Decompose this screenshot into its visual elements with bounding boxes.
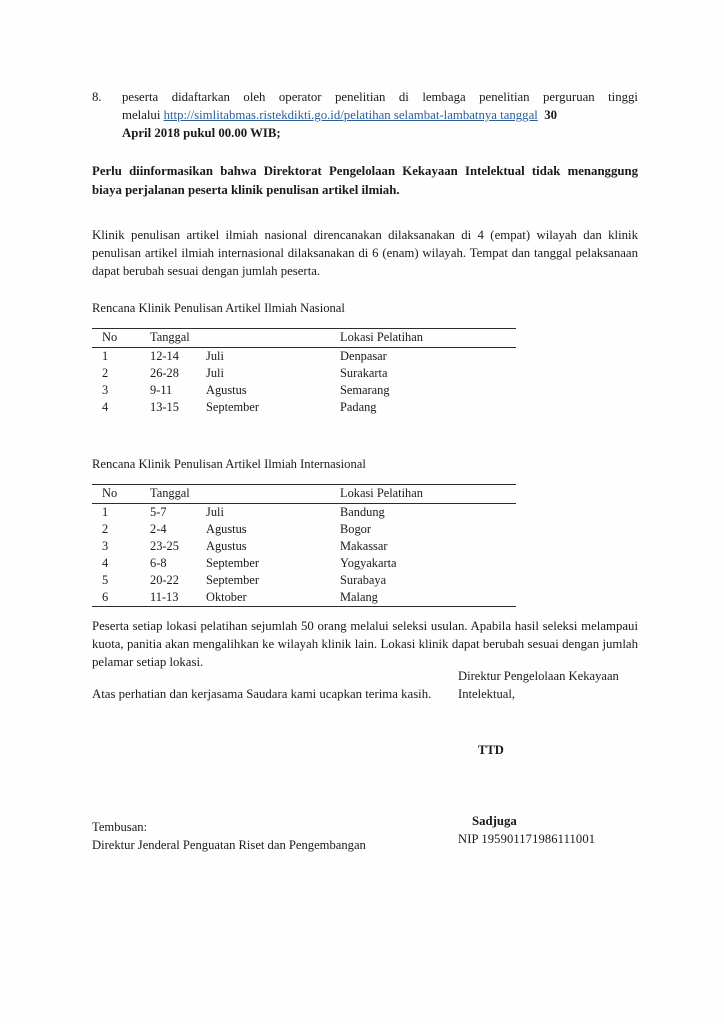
table-international (92, 484, 516, 607)
cell-lokasi: Yogyakarta (340, 555, 397, 570)
table-row (92, 572, 516, 589)
cell-lokasi: Semarang (340, 382, 390, 397)
column-header-spacer (206, 484, 340, 503)
cell-tanggal: 20-22 (150, 572, 179, 587)
intro-paragraph: Klinik penulisan artikel ilmiah nasional direncanakan dilaksanakan di 4 (empat) wilayah dan klinik penulisan artikel ilmiah internasional dilaksanakan di 6 (enam) wilayah. Tempat dan tanggal pelaksanaan dapat berubah sesuai dengan jumlah peserta. (92, 227, 638, 279)
table-national (92, 328, 516, 416)
cell-bulan: Agustus (206, 521, 247, 536)
cell-no: 2 (102, 365, 109, 380)
cell-tanggal: 11-13 (150, 589, 206, 607)
cell-no: 5 (102, 572, 109, 587)
cell-lokasi: Makassar (340, 538, 388, 553)
cell-tanggal: 9-11 (150, 382, 173, 397)
table-international-head (92, 484, 516, 503)
cell-lokasi: Bogor (340, 521, 371, 536)
list-item-body (122, 88, 638, 142)
document-body (92, 88, 638, 703)
table-national-head (92, 328, 516, 347)
signatory-nip: NIP 195901171986111001 (458, 831, 596, 846)
deadline-day: 30 (544, 108, 558, 123)
cell-tanggal: 2-4 (150, 521, 167, 536)
table-national-caption: Rencana Klinik Penulisan Artikel Ilmiah Nasional (92, 301, 345, 316)
tembusan-block (92, 818, 366, 855)
closing-paragraph: Atas perhatian dan kerjasama Saudara kami ucapkan terima kasih. (92, 687, 432, 701)
table-row (92, 521, 516, 538)
table-header-row (92, 484, 516, 503)
table-row (92, 589, 516, 607)
list-item-line-1: peserta didaftarkan oleh operator penelitian di lembaga penelitian perguruan tinggi (122, 90, 638, 104)
signature-block (458, 668, 688, 849)
quota-paragraph: Peserta setiap lokasi pelatihan sejumlah 50 orang melalui seleksi usulan. Apabila hasil seleksi melampaui kuota, panitia akan mengalihkan ke wilayah klinik lain. Lokasi klinik dapat berubah sesuai dengan jumlah pelamar setiap lokasi. (92, 618, 638, 669)
cell-no: 1 (102, 348, 109, 363)
table-header-row (92, 328, 516, 347)
cell-bulan: September (206, 399, 259, 414)
column-header-no: No (92, 484, 150, 503)
table-international-body (92, 503, 516, 606)
cell-tanggal: 5-7 (150, 504, 167, 519)
cell-no: 3 (102, 538, 109, 553)
signatory-title-line-2: Intelektual, (458, 686, 515, 701)
column-header-tanggal: Tanggal (150, 328, 206, 347)
cell-bulan: Juli (206, 365, 224, 380)
column-header-spacer (206, 328, 340, 347)
column-header-no: No (92, 328, 150, 347)
table-row (92, 365, 516, 382)
list-item-line-2-prefix: melalui (122, 108, 164, 123)
tembusan-label: Tembusan: (92, 820, 148, 834)
table-row (92, 347, 516, 365)
column-header-tanggal: Tanggal (150, 484, 206, 503)
cell-lokasi: Denpasar (340, 348, 387, 363)
deadline-time: April 2018 pukul 00.00 WIB; (122, 126, 281, 141)
cell-no: 3 (102, 382, 109, 397)
cell-no: 4 (102, 399, 109, 414)
cell-bulan: September (206, 555, 259, 570)
cell-bulan: Agustus (206, 538, 247, 553)
list-item-number: 8. (92, 90, 102, 104)
table-national-body (92, 347, 516, 416)
cell-lokasi: Padang (340, 399, 377, 414)
list-item (92, 88, 638, 142)
cell-bulan: Oktober (206, 589, 340, 607)
table-row (92, 399, 516, 416)
table-row (92, 555, 516, 572)
signatory-title-line-1: Direktur Pengelolaan Kekayaan (458, 669, 619, 683)
table-row (92, 538, 516, 555)
table-international-caption: Rencana Klinik Penulisan Artikel Ilmiah Internasional (92, 456, 366, 471)
cell-tanggal: 6-8 (150, 555, 167, 570)
cell-no: 1 (102, 504, 109, 519)
notice-paragraph: Perlu diinformasikan bahwa Direktorat Pengelolaan Kekayaan Intelektual tidak menanggung biaya perjalanan peserta klinik penulisan artikel ilmiah. (92, 164, 638, 198)
table-row (92, 503, 516, 521)
cell-bulan: September (206, 572, 259, 587)
cell-tanggal: 26-28 (150, 365, 179, 380)
cell-no: 6 (92, 589, 150, 607)
cell-bulan: Juli (206, 348, 224, 363)
cell-tanggal: 23-25 (150, 538, 179, 553)
column-header-lokasi: Lokasi Pelatihan (340, 484, 516, 503)
cell-lokasi: Malang (340, 589, 516, 607)
cell-bulan: Agustus (206, 382, 247, 397)
signatory-name: Sadjuga (472, 813, 517, 828)
registration-link[interactable]: http://simlitabmas.ristekdikti.go.id/pelatihan selambat-lambatnya tanggal (163, 108, 538, 123)
column-header-lokasi: Lokasi Pelatihan (340, 328, 516, 347)
cell-lokasi: Surabaya (340, 572, 387, 587)
tembusan-recipient: Direktur Jenderal Penguatan Riset dan Pengembangan (92, 838, 366, 853)
cell-bulan: Juli (206, 504, 224, 519)
cell-tanggal: 12-14 (150, 348, 179, 363)
cell-tanggal: 13-15 (150, 399, 179, 414)
signature-ttd: TTD (478, 742, 504, 757)
cell-no: 2 (102, 521, 109, 536)
table-row (92, 382, 516, 399)
cell-lokasi: Bandung (340, 504, 385, 519)
cell-no: 4 (102, 555, 109, 570)
cell-lokasi: Surakarta (340, 365, 388, 380)
